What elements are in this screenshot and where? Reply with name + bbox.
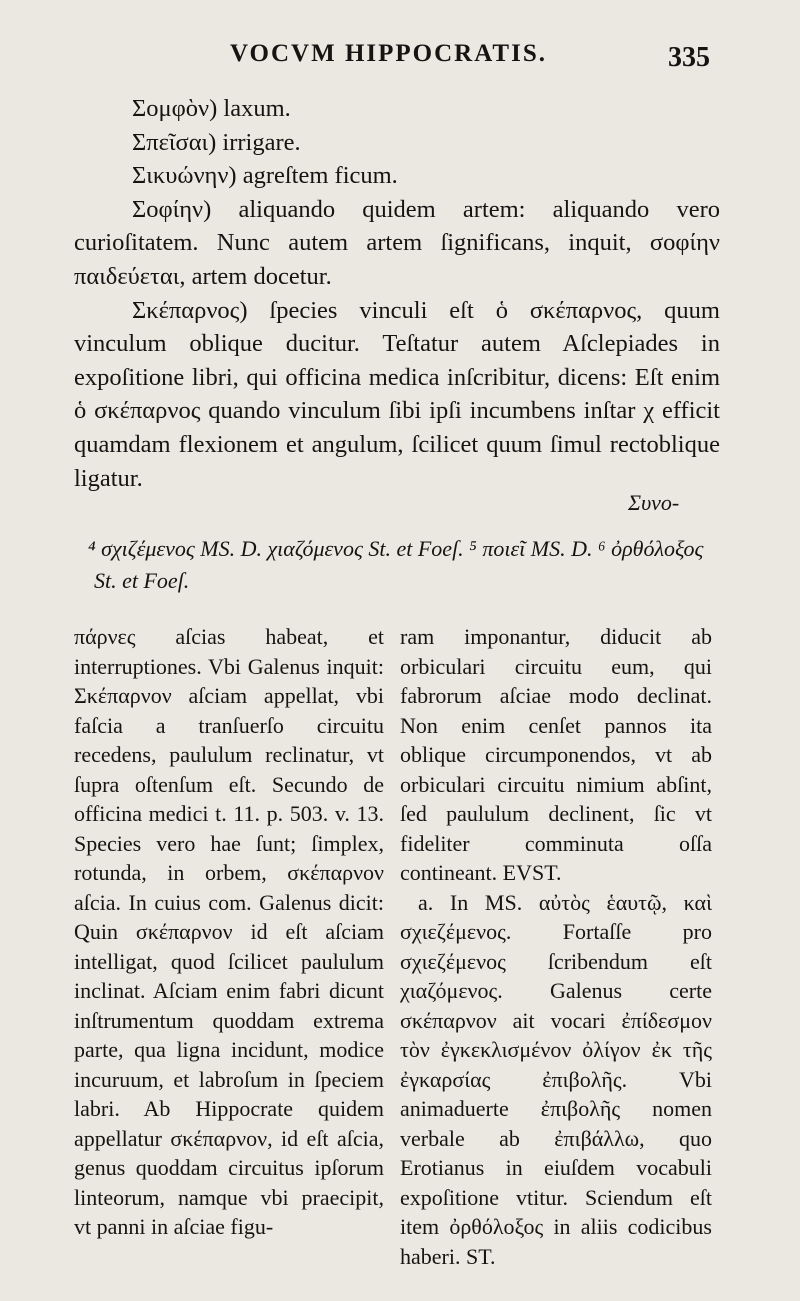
right-column-note: a. In MS. αὐτὸς ἑαυτῷ, καὶ σχιεζέμενος. Fortaſſe pro σχιεζέμενος ſcribendum eſt χιαζόμενος. Galenus certe σκέπαρνον ait vocari ἐπίδεσμον τὸν ἐγκεκλισμένον ὀλίγον ἐκ τῆς ἐγκαρσίας ἐπιβολῆς. Vbi animaduerte ἐπιβολῆς nomen verbale ab ἐπιβάλλω, quo Erotianus in eiuſdem vocabuli expoſitione vtitur. Sciendum eſt item ὀρθόλοξος in aliis codicibus haberi. ST.	[400, 889, 712, 1269]
entry-skeparnos: Σκέπαρνος) ſpecies vinculi eſt ὁ σκέπαρνος, quum vinculum oblique ducitur. Teſtatur autem Aſclepiades in expoſitione libri, qui officina medica inſcribitur, dicens: Eſt enim ὁ σκέπαρνος quando vinculum ſibi ipſi incumbens inſtar χ efficit quamdam flexionem et angulum, ſcilicet quum ſimul rectoblique ligatur.	[74, 296, 720, 492]
footnotes	[74, 533, 720, 597]
footnote-text: ⁴ σχιζέμενος MS. D. χιαζόμενος St. et Foeſ. ⁵ ποιεῖ MS. D. ⁶ ὀρθόλοξος St. et Foeſ.	[88, 536, 704, 593]
page-number: 335	[668, 42, 710, 73]
page-header	[0, 40, 800, 80]
running-head: VOCVM HIPPOCRATIS.	[230, 40, 547, 67]
catchword: Συνο-	[628, 490, 680, 515]
entry-somphon: Σομφὸν) laxum.	[132, 95, 291, 122]
left-column	[74, 622, 384, 1242]
right-column	[400, 622, 712, 1271]
entry-speisai: Σπεῖσαι) irrigare.	[132, 128, 301, 156]
entry-sophien: Σοφίην) aliquando quidem artem: aliquando vero curioſitatem. Nunc autem artem ſignificans, inquit, σοφίην παιδεύεται, artem docetur.	[74, 195, 720, 290]
right-column-paragraph: ram imponantur, diducit ab orbiculari circuitu eum, qui fabrorum aſciae modo declinat. Non enim cenſet pannos ita oblique circumponendos, vt ab orbiculari circuitu nimium abſint, ſed paululum declinent, ſic vt fideliter comminuta oſſa contineant. EVST.	[400, 624, 712, 885]
main-text	[74, 92, 720, 495]
entry-sikyonen: Σικυώνην) agreſtem ficum.	[132, 162, 398, 190]
left-column-paragraph: πάρνες aſcias habeat, et interruptiones. Vbi Galenus inquit: Σκέπαρνον aſciam appellat, vbi faſcia a tranſuerſo circuitu recedens, paululum reclinatur, vt ſupra oſtenſum eſt. Secundo de officina medici t. 11. p. 503. v. 13. Species vero hae ſunt; ſimplex, rotunda, in orbem, σκέπαρνον aſcia. In cuius com. Galenus dicit: Quin σκέπαρνον id eſt aſciam intelligat, quod ſcilicet paululum inclinat. Aſciam enim fabri dicunt inſtrumentum quoddam extrema parte, qua ligna incidunt, modice incuruum, et labroſum in ſpeciem labri. Ab Hippocrate quidem appellatur σκέπαρνον, id eſt aſcia, genus quoddam circuitus ipſorum linteorum, namque vbi praecipit, vt panni in aſciae figu-	[74, 624, 384, 1239]
